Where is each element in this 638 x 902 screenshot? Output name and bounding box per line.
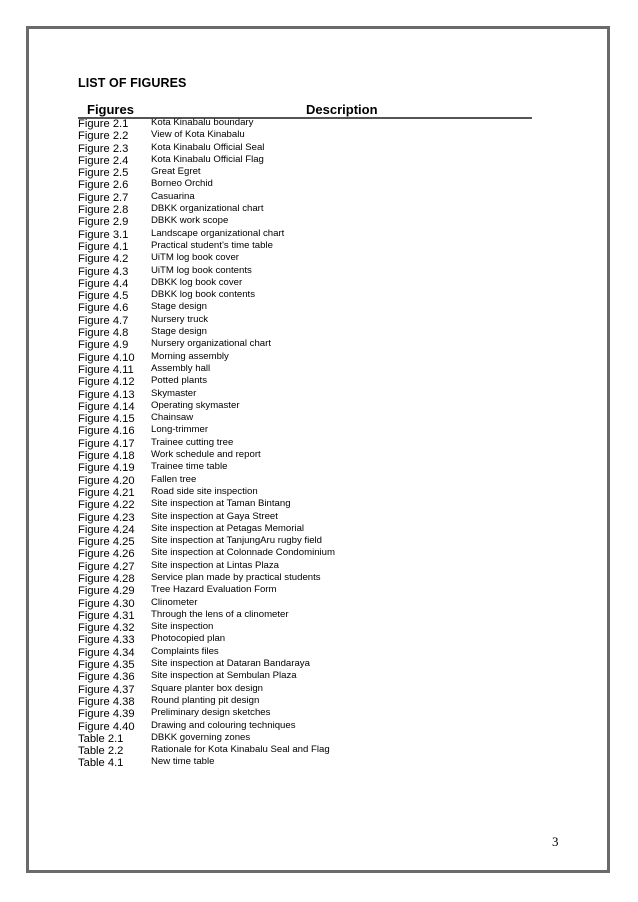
figure-description: DBKK work scope	[151, 215, 229, 227]
figure-description: Site inspection at Petagas Memorial	[151, 522, 305, 534]
figure-description: Potted plants	[151, 375, 208, 387]
figure-description: DBKK organizational chart	[151, 203, 264, 215]
description-column-header: Description	[306, 102, 378, 117]
list-item	[78, 462, 532, 474]
list-item	[78, 339, 532, 351]
list-item	[78, 450, 532, 462]
figure-label: Figure 2.7	[78, 191, 129, 204]
figure-description: DBKK log book contents	[151, 289, 255, 301]
page-title: LIST OF FIGURES	[78, 76, 187, 90]
figure-label: Figure 4.28	[78, 572, 135, 585]
figure-description: Nursery organizational chart	[151, 338, 271, 350]
figure-label: Figure 4.14	[78, 400, 135, 413]
figure-label: Figure 4.12	[78, 376, 135, 389]
figure-label: Figure 4.35	[78, 659, 135, 672]
figure-label: Figure 4.30	[78, 597, 135, 610]
figure-description: Site inspection at Sembulan Plaza	[151, 670, 297, 682]
figure-label: Figure 2.4	[78, 154, 129, 167]
figure-description: Chainsaw	[151, 412, 194, 424]
list-item	[78, 757, 532, 769]
list-item	[78, 548, 532, 560]
figure-label: Figure 2.9	[78, 216, 129, 229]
list-item	[78, 684, 532, 696]
list-item	[78, 290, 532, 302]
figure-description: Round planting pit design	[151, 694, 260, 706]
figure-description: Drawing and colouring techniques	[151, 719, 296, 731]
figure-label: Figure 4.24	[78, 523, 135, 536]
figure-label: Figure 4.18	[78, 450, 135, 463]
figure-description: Site inspection at Dataran Bandaraya	[151, 658, 310, 670]
figure-description: Site inspection at Colonnade Condominium	[151, 547, 335, 559]
figure-description: Fallen tree	[151, 473, 197, 485]
figure-label: Figure 4.9	[78, 339, 129, 352]
list-item	[78, 708, 532, 720]
list-item	[78, 413, 532, 425]
figure-description: Complaints files	[151, 645, 219, 657]
figure-label: Figure 4.16	[78, 425, 135, 438]
figure-description: Site inspection at Lintas Plaza	[151, 559, 279, 571]
figure-description: Nursery truck	[151, 313, 209, 325]
list-item	[78, 425, 532, 437]
figure-description: Work schedule and report	[151, 449, 261, 461]
figure-description: Site inspection at Taman Bintang	[151, 498, 291, 510]
figure-label: Figure 4.8	[78, 327, 129, 340]
list-item	[78, 745, 532, 757]
figure-label: Figure 4.19	[78, 462, 135, 475]
figure-label: Figure 4.15	[78, 413, 135, 426]
figure-label: Figure 4.10	[78, 351, 135, 364]
figure-description: DBKK log book cover	[151, 276, 243, 288]
figure-description: Borneo Orchid	[151, 178, 213, 190]
figure-label: Figure 4.33	[78, 634, 135, 647]
figure-label: Figure 4.25	[78, 536, 135, 549]
figure-label: Figure 4.3	[78, 265, 129, 278]
list-item	[78, 622, 532, 634]
figure-label: Figure 2.2	[78, 130, 129, 143]
figure-description: Great Egret	[151, 166, 201, 178]
figure-description: Road side site inspection	[151, 485, 258, 497]
list-item	[78, 352, 532, 364]
figure-label: Figure 2.8	[78, 204, 129, 217]
figure-description: Kota Kinabalu Official Flag	[151, 153, 264, 165]
list-item	[78, 192, 532, 204]
list-item	[78, 130, 532, 142]
figure-description: Photocopied plan	[151, 633, 226, 645]
list-item	[78, 634, 532, 646]
list-item	[78, 302, 532, 314]
figure-description: Clinometer	[151, 596, 198, 608]
page-number: 3	[552, 834, 559, 849]
list-item	[78, 401, 532, 413]
list-item	[78, 499, 532, 511]
figure-description: Morning assembly	[151, 350, 229, 362]
figure-label: Figure 4.23	[78, 511, 135, 524]
figure-description: Kota Kinabalu boundary	[151, 117, 254, 128]
figure-description: Site inspection at Gaya Street	[151, 510, 278, 522]
figure-description: View of Kota Kinabalu	[151, 129, 245, 141]
figure-description: Service plan made by practical students	[151, 571, 321, 583]
list-item	[78, 266, 532, 278]
figure-description: Trainee cutting tree	[151, 436, 234, 448]
figure-label: Figure 4.6	[78, 302, 129, 315]
figure-label: Figure 2.6	[78, 179, 129, 192]
figure-description: Site inspection at TanjungAru rugby field	[151, 535, 323, 547]
figure-label: Table 2.1	[78, 732, 124, 745]
figure-label: Figure 4.22	[78, 499, 135, 512]
list-item	[78, 438, 532, 450]
figure-label: Figure 4.2	[78, 253, 129, 266]
list-item	[78, 376, 532, 388]
figure-description: Preliminary design sketches	[151, 707, 271, 719]
list-item	[78, 696, 532, 708]
figure-label: Figure 4.13	[78, 388, 135, 401]
list-item	[78, 229, 532, 241]
figure-description: Trainee time table	[151, 461, 228, 473]
list-item	[78, 610, 532, 622]
list-item	[78, 671, 532, 683]
figure-description: Skymaster	[151, 387, 197, 399]
figure-label: Figure 4.34	[78, 646, 135, 659]
figure-description: Casuarina	[151, 190, 195, 202]
figure-description: Assembly hall	[151, 362, 211, 374]
figures-column-header: Figures	[87, 102, 134, 117]
figure-label: Figure 4.29	[78, 585, 135, 598]
figure-label: Figure 4.1	[78, 240, 129, 253]
figure-label: Figure 4.11	[78, 363, 134, 376]
figure-description: UiTM log book contents	[151, 264, 252, 276]
list-item	[78, 573, 532, 585]
figure-label: Figure 4.26	[78, 548, 135, 561]
figure-description: UiTM log book cover	[151, 252, 239, 264]
figure-label: Figure 4.4	[78, 277, 129, 290]
list-item	[78, 389, 532, 401]
figure-label: Table 2.2	[78, 745, 124, 758]
figure-description: Tree Hazard Evaluation Form	[151, 584, 277, 596]
figure-label: Figure 4.36	[78, 671, 135, 684]
figure-description: Stage design	[151, 326, 208, 338]
list-item	[78, 598, 532, 610]
figure-description: Rationale for Kota Kinabalu Seal and Flag	[151, 744, 330, 756]
list-item	[78, 179, 532, 191]
list-item	[78, 241, 532, 253]
figure-description: Square planter box design	[151, 682, 264, 694]
figure-description: DBKK governing zones	[151, 731, 251, 743]
figure-label: Figure 2.3	[78, 142, 129, 155]
figure-label: Figure 3.1	[78, 228, 129, 241]
figure-description: New time table	[151, 756, 215, 768]
list-item	[78, 167, 532, 179]
list-item	[78, 585, 532, 597]
list-item	[78, 278, 532, 290]
list-item	[78, 721, 532, 733]
figure-description: Kota Kinabalu Official Seal	[151, 141, 265, 153]
list-item	[78, 512, 532, 524]
figure-description: Through the lens of a clinometer	[151, 608, 289, 620]
list-item	[78, 659, 532, 671]
figure-description: Site inspection	[151, 621, 214, 633]
list-item	[78, 253, 532, 265]
list-item	[78, 118, 532, 130]
figure-description: Stage design	[151, 301, 208, 313]
figures-list	[78, 118, 532, 770]
list-item	[78, 475, 532, 487]
figure-label: Figure 4.40	[78, 720, 135, 733]
list-item	[78, 155, 532, 167]
figure-label: Table 4.1	[78, 757, 124, 770]
figure-label: Figure 4.31	[78, 609, 135, 622]
figure-label: Figure 4.39	[78, 708, 135, 721]
figure-description: Operating skymaster	[151, 399, 240, 411]
list-item	[78, 143, 532, 155]
figure-label: Figure 2.5	[78, 167, 129, 180]
figure-label: Figure 4.32	[78, 622, 135, 635]
figure-label: Figure 4.38	[78, 695, 135, 708]
list-item	[78, 204, 532, 216]
list-item	[78, 216, 532, 228]
figure-label: Figure 4.17	[78, 437, 135, 450]
figure-label: Figure 4.7	[78, 314, 129, 327]
list-item	[78, 315, 532, 327]
figure-label: Figure 2.1	[78, 118, 129, 130]
figure-description: Landscape organizational chart	[151, 227, 285, 239]
figure-label: Figure 4.5	[78, 290, 129, 303]
figure-label: Figure 4.21	[78, 486, 135, 499]
list-item	[78, 487, 532, 499]
list-item	[78, 327, 532, 339]
list-item	[78, 364, 532, 376]
figure-description: Practical student’s time table	[151, 239, 273, 251]
figure-label: Figure 4.20	[78, 474, 135, 487]
figure-description: Long-trimmer	[151, 424, 209, 436]
figure-label: Figure 4.27	[78, 560, 135, 573]
figure-label: Figure 4.37	[78, 683, 135, 696]
